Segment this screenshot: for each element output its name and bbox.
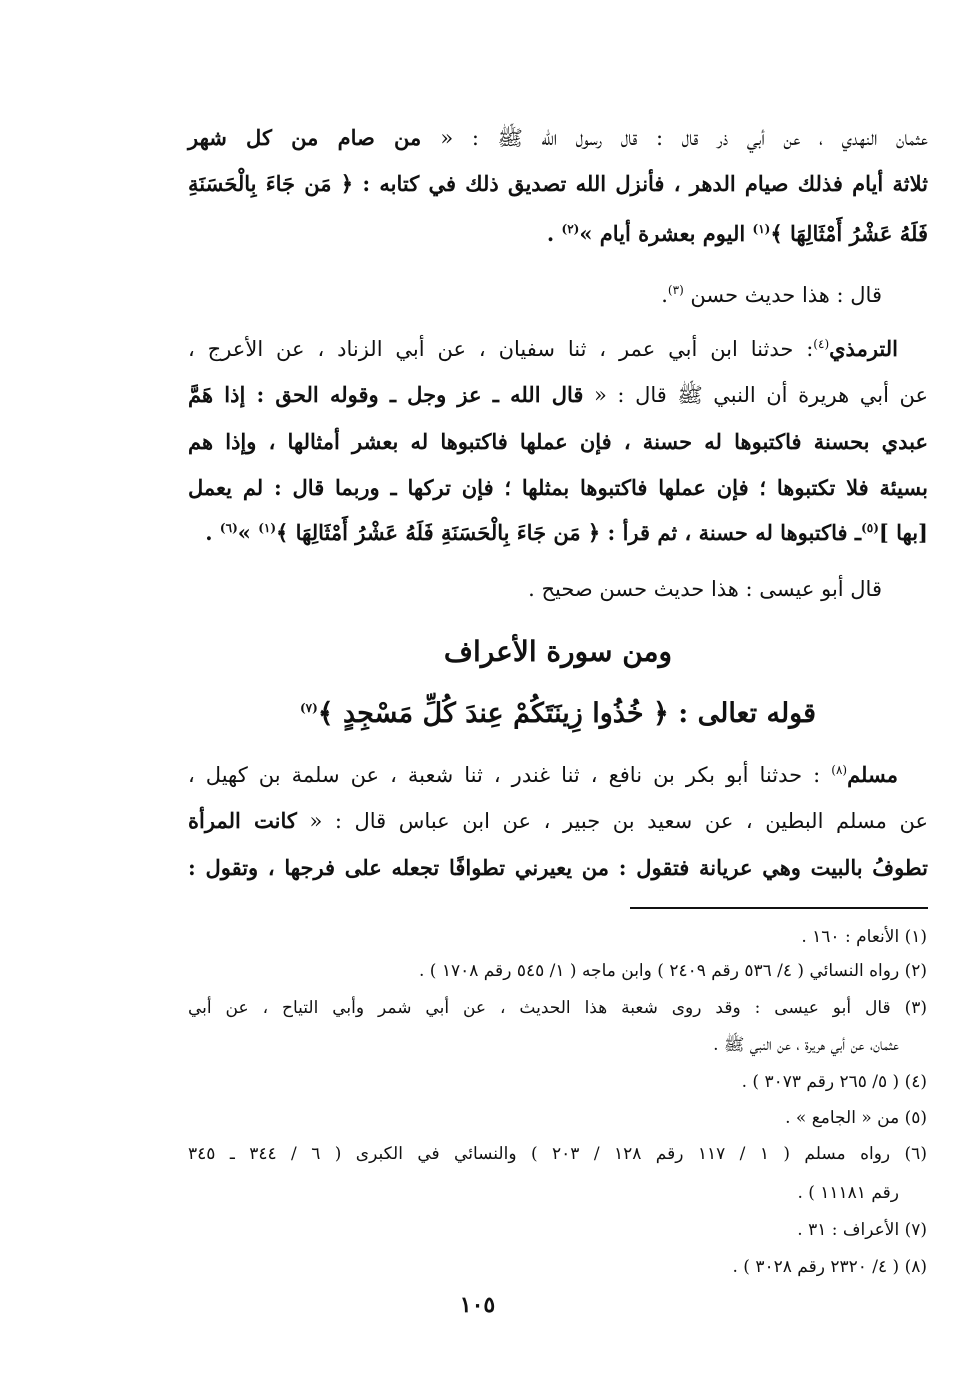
footnote-6-line-2: رقم ١١١٨١ ) .: [797, 1183, 899, 1203]
paragraph-muslim: [188, 0, 928, 900]
verse-heading-text: قوله تعالى : ﴿ خُذُوا زِينَتَكُمْ عِندَ كُلِّ مَسْجِدٍ ﴾: [317, 698, 817, 729]
punctuation: .: [661, 283, 668, 307]
quran-quote: فَلَهُ عَشْرُ أَمْثَالِهَا ﴾: [770, 221, 928, 246]
footnote-4: (٤) ( ٥/ ٢٦٥ رقم ٣٠٧٣ ) .: [741, 1072, 927, 1092]
text-line: [188, 853, 928, 883]
hadith-text: كانت المرأة: [188, 808, 297, 833]
hadith-text: قال الله ـ عز وجل ـ وقوله الحق : إذا هَمَّ: [188, 382, 584, 407]
footnote-ref: (٧): [299, 701, 318, 715]
footnote-ref: (٨): [831, 763, 848, 777]
footnote-ref: (٤): [813, 337, 830, 351]
footnote-5: (٥) من « الجامع » .: [785, 1108, 927, 1128]
hadith-text: ـ فاكتبوها له حسنة ، ثم قرأ : ﴿ مَن جَاءَ بِالْحَسَنَةِ فَلَهُ عَشْرُ أَمْثَالِهَا ﴾: [276, 520, 862, 545]
footnote-separator: [630, 907, 928, 909]
footnote-6-line-1: (٦) رواه مسلم ( ١ / ١١٧ رقم ١٢٨ / ٢٠٣ ) والنسائي في الكبرى ( ٦ / ٣٤٤ ـ ٣٤٥: [188, 1144, 927, 1164]
footnote-ref: (١): [258, 521, 277, 535]
page-number: ١٠٥: [459, 1292, 496, 1318]
punctuation: .: [205, 520, 220, 545]
footnote-3-line-1: (٣) قال أبو عيسى : وقد روى شعبة هذا الحديث ، عن أبي شمر وأبي التياح ، عن أبي: [188, 998, 927, 1018]
hadith-text: »: [237, 520, 259, 545]
footnote-ref: (٥): [861, 521, 879, 535]
text-line: [188, 806, 928, 836]
text-line: [188, 760, 898, 790]
punctuation: .: [546, 221, 562, 246]
footnote-ref: (٦): [219, 521, 238, 535]
footnote-ref: (٢): [561, 222, 580, 236]
footnote-3-line-2: عثمان، عن أبي هريرة ، عن النبي ﷺ .: [713, 1035, 899, 1055]
hadith-text: تطوفُ بالبيت وهي عريانة فتقول : من يعيرني تطوافًا تجعله على فرجها ، وتقول :: [188, 855, 928, 880]
footnote-2: (٢) رواه النسائي ( ٤/ ٥٣٦ رقم ٢٤٠٩ ) وابن ماجه ( ١/ ٥٤٥ رقم ١٧٠٨ ) .: [418, 961, 927, 981]
hadith-text: بسيئة فلا تكتبوها ؛ فإن عملها فاكتبوها بمثلها ؛ فإن تركها ـ وربما قال : لم يعمل: [188, 475, 928, 500]
footnote-ref: (٣): [667, 283, 684, 297]
hadith-text: من صام من كل شهر: [188, 125, 441, 150]
narration-text: عثمان النهدي ، عن أبي ذر قال : قال رسول الله ﷺ : «: [440, 126, 929, 150]
narration-text: عن مسلم البطين ، عن سعيد بن جبير ، عن ابن عباس قال : «: [296, 809, 928, 833]
narration-text: : حدثنا أبو بكر بن نافع ، ثنا غندر ، ثنا شعبة ، عن سلمة بن كهيل ،: [188, 763, 832, 787]
grade-text: قال : هذا حديث حسن: [683, 283, 882, 307]
narration-text: عن أبي هريرة أن النبي ﷺ قال : «: [583, 383, 928, 407]
hadith-text: ثلاثة أيام فذلك صيام الدهر ، فأنزل الله تصديق ذلك في كتابه : ﴿ مَن جَاءَ بِالْحَسَنَةِ: [188, 171, 928, 196]
source-name: مسلم: [847, 762, 898, 787]
hadith-text: اليوم بعشرة أيام »: [579, 221, 753, 246]
footnote-1: (١) الأنعام : ١٦٠ .: [801, 927, 927, 947]
narration-text: : حدثنا ابن أبي عمر ، ثنا سفيان ، عن أبي الزناد ، عن الأعرج ،: [188, 337, 814, 361]
footnote-8: (٨) ( ٤/ ٢٣٢٠ رقم ٣٠٢٨ ) .: [732, 1257, 927, 1277]
footnote-ref: (١): [752, 222, 771, 236]
source-name: الترمذي: [829, 336, 898, 361]
surah-heading: ومن سورة الأعراف: [443, 635, 673, 668]
footnote-7: (٧) الأعراف : ٣١ .: [797, 1220, 927, 1240]
hadith-text: [بها ]: [878, 520, 928, 545]
grade-text: قال أبو عيسى : هذا حديث حسن صحيح .: [528, 577, 882, 601]
hadith-text: عبدي بحسنة فاكتبوها له حسنة ، فإن عملها فاكتبوها له بعشر أمثالها ، وإذا هم: [188, 429, 928, 454]
